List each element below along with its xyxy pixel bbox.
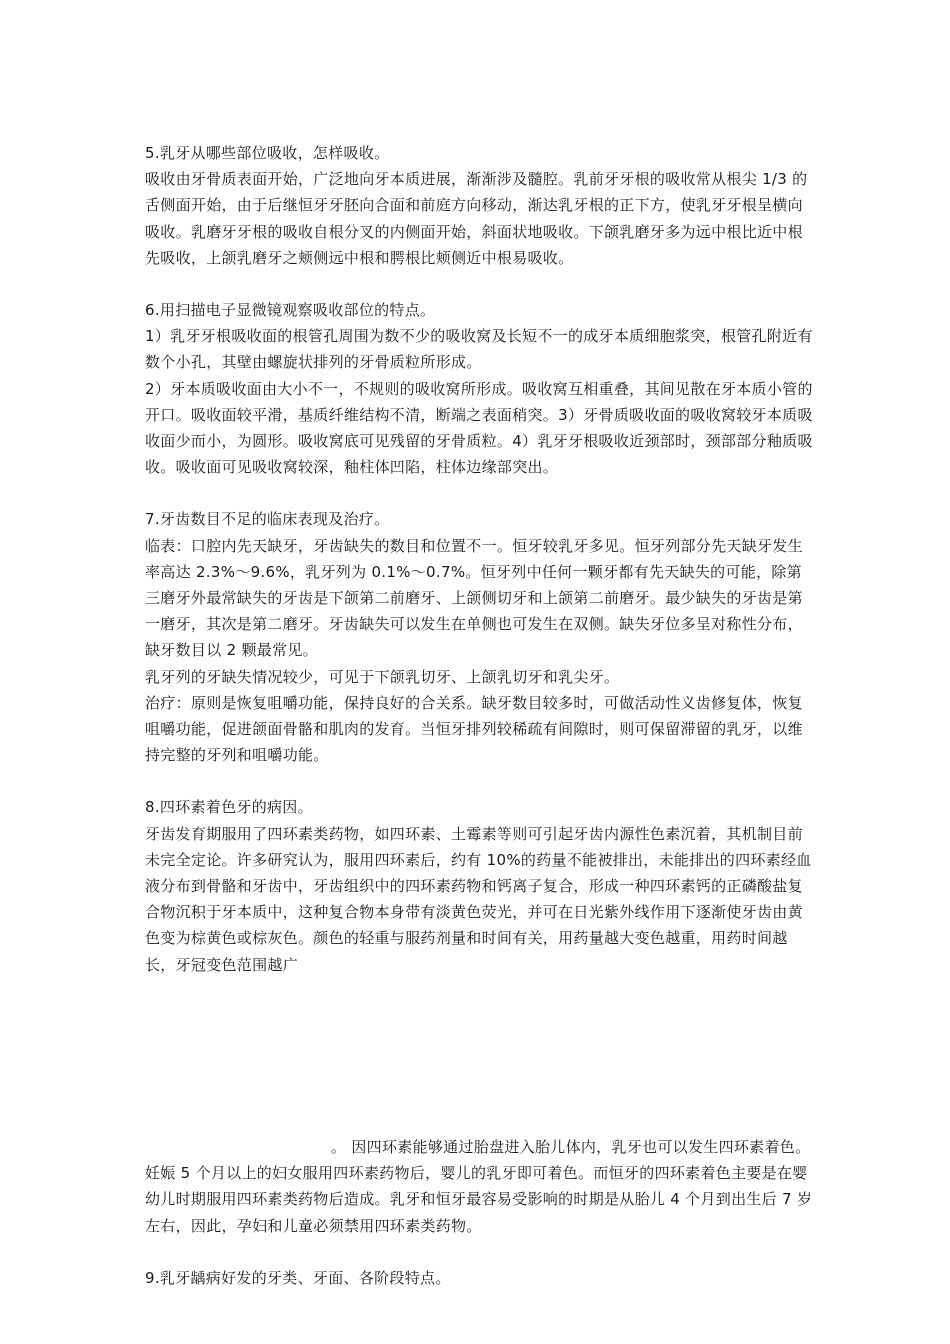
document-body xyxy=(145,140,815,1291)
paragraph-gap xyxy=(145,768,815,794)
paragraph-gap xyxy=(145,480,815,506)
section-7-paragraph-3: 治疗：原则是恢复咀嚼功能，保持良好的合关系。缺牙数目较多时，可做活动性义齿修复体，恢复咀嚼功能，促进颌面骨骼和肌肉的发育。当恒牙排列较稀疏有间隙时，则可保留滞留的乳牙，以维持完整的牙列和咀嚼功能。 xyxy=(145,693,803,765)
section-8-heading: 8.四环素着色牙的病因。 xyxy=(145,798,313,817)
section-5-heading: 5.乳牙从哪些部位吸收，怎样吸收。 xyxy=(145,144,390,162)
section-7-paragraph-2: 乳牙列的牙缺失情况较少，可见于下颌乳切牙、上颌乳切牙和乳尖牙。 xyxy=(145,667,620,686)
section-6-heading: 6.用扫描电子显微镜观察吸收部位的特点。 xyxy=(145,301,436,320)
section-7-paragraph-1: 临表：口腔内先天缺牙，牙齿缺失的数目和位置不一。恒牙较乳牙多见。恒牙列部分先天缺牙发生率高达 2.3%～9.6%，乳牙列为 0.1%～0.7%。恒牙列中任何一颗牙都有先天缺失的可能，除第三磨牙外最常缺失的牙齿是下颌第二前磨牙、上颌侧切牙和上颌第二前磨牙。最少缺失的牙齿是第一磨牙，其次是第二磨牙。牙齿缺失可以发生在单侧也可发生在双侧。缺失牙位多呈对称性分布，缺牙数目以 2 颗最常见。 xyxy=(145,536,803,660)
paragraph-gap xyxy=(145,1239,815,1265)
section-8-continuation: 。 因四环素能够通过胎盘进入胎儿体内，乳牙也可以发生四环素着色。妊娠 5 个月以上的妇女服用四环素药物后，婴儿的乳牙即可着色。而恒牙的四环素着色主要是在婴幼儿时期服用四环素类药物后造成。乳牙和恒牙最容易受影响的时期是从胎儿 4 个月到出生后 7 岁左右，因此，孕妇和儿童必须禁用四环素类药物。 xyxy=(145,1137,813,1235)
blank-region xyxy=(145,978,815,1134)
section-6-paragraph-2: 2）牙本质吸收面由大小不一，不规则的吸收窝所形成。吸收窝互相重叠，其间见散在牙本质小管的开口。吸收面较平滑，基质纤维结构不清，断端之表面稍突。3）牙骨质吸收面的吸收窝较牙本质吸收面少而小，为圆形。吸收窝底可见残留的牙骨质粒。4）乳牙牙根吸收近颈部时，颈部部分釉质吸收。吸收面可见吸收窝较深，釉柱体凹陷，柱体边缘部突出。 xyxy=(145,379,813,477)
section-8-paragraph-1: 牙齿发育期服用了四环素类药物，如四环素、土霉素等则可引起牙齿内源性色素沉着，其机制目前未完全定论。许多研究认为，服用四环素后，约有 10%的药量不能被排出，未能排出的四环素经血液分布到骨骼和牙齿中，牙齿组织中的四环素药物和钙离子复合，形成一种四环素钙的正磷酸盐复合物沉积于牙本质中，这种复合物本身带有淡黄色荧光，并可在日光紫外线作用下逐渐使牙齿由黄色变为棕黄色或棕灰色。颜色的轻重与服药剂量和时间有关，用药量越大变色越重，用药时间越长，牙冠变色范围越广 xyxy=(145,824,812,974)
section-9-heading: 9.乳牙龋病好发的牙类、牙面、各阶段特点。 xyxy=(145,1268,451,1287)
section-6-paragraph-1: 1）乳牙牙根吸收面的根管孔周围为数不少的吸收窝及长短不一的成牙本质细胞浆突，根管孔附近有数个小孔，其壁由螺旋状排列的牙骨质粒所形成。 xyxy=(145,327,813,372)
section-5-paragraph: 吸收由牙骨质表面开始，广泛地向牙本质进展，渐渐涉及髓腔。乳前牙牙根的吸收常从根尖 1/3 的舌侧面开始，由于后继恒牙牙胚向合面和前庭方向移动，渐达乳牙根的正下方，使乳牙牙根呈横向吸收。乳磨牙牙根的吸收自根分叉的内侧面开始，斜面状地吸收。下颌乳磨牙多为远中根比近中根先吸收，上颌乳磨牙之颊侧远中根和腭根比颊侧近中根易吸收。 xyxy=(145,170,808,267)
paragraph-gap xyxy=(145,271,815,297)
section-7-heading: 7.牙齿数目不足的临床表现及治疗。 xyxy=(145,510,390,529)
